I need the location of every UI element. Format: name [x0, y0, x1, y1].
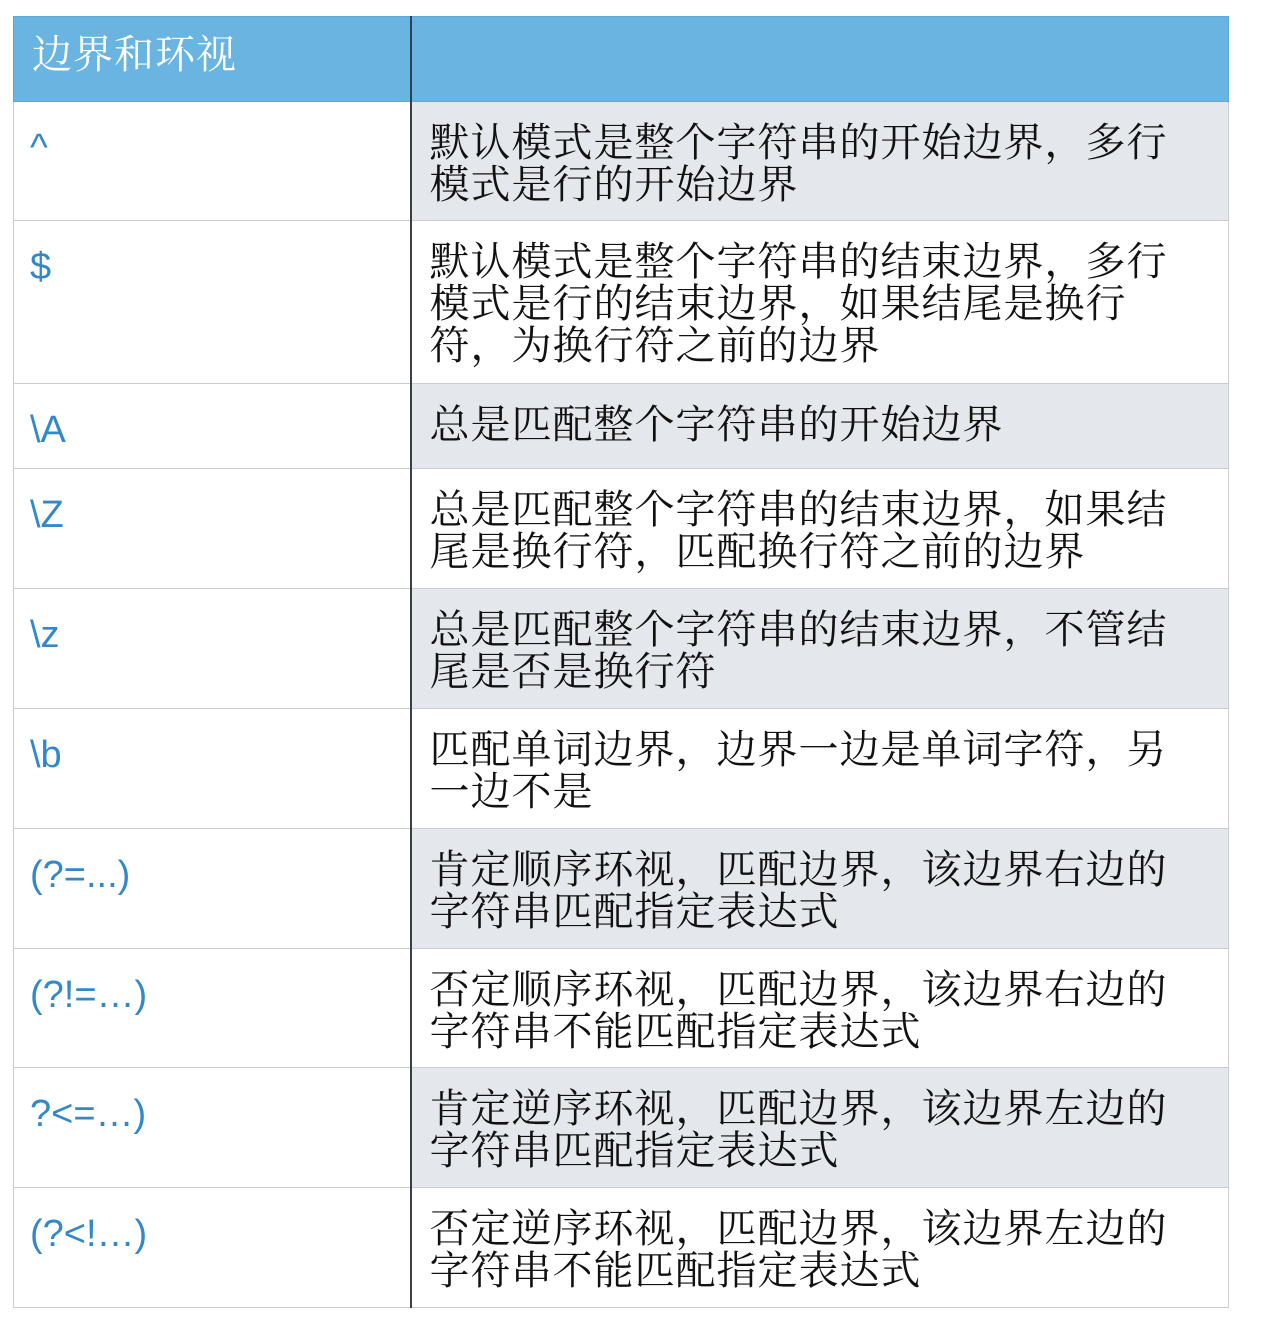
- header-cell-empty: [411, 17, 1229, 102]
- symbol-cell: [14, 949, 411, 1068]
- table-row: [14, 102, 1229, 221]
- symbol-text: \Z: [30, 494, 64, 536]
- table-row: [14, 949, 1229, 1068]
- description-text: 肯定顺序环视，匹配边界，该边界右边的字符串匹配指定表达式: [429, 847, 1168, 935]
- table-row: [14, 221, 1229, 384]
- description-cell: [411, 221, 1229, 384]
- description-text: 总是匹配整个字符串的结束边界，不管结尾是否是换行符: [429, 607, 1168, 695]
- symbol-text: \A: [30, 409, 66, 451]
- symbol-text: (?!=…): [30, 974, 148, 1016]
- symbol-cell: [14, 102, 411, 221]
- description-text: 默认模式是整个字符串的开始边界，多行模式是行的开始边界: [429, 120, 1168, 208]
- description-text: 否定顺序环视，匹配边界，该边界右边的字符串不能匹配指定表达式: [429, 967, 1168, 1055]
- description-cell: [411, 1188, 1229, 1308]
- table-title: 边界和环视: [32, 32, 237, 78]
- description-text: 肯定逆序环视，匹配边界，该边界左边的字符串匹配指定表达式: [429, 1086, 1168, 1174]
- table-row: [14, 589, 1229, 709]
- regex-boundary-table: [13, 16, 1229, 1308]
- description-text: 总是匹配整个字符串的开始边界: [429, 402, 1004, 448]
- description-cell: [411, 949, 1229, 1068]
- table-row: [14, 1188, 1229, 1308]
- table-row: [14, 709, 1229, 829]
- description-cell: [411, 102, 1229, 221]
- table-row: [14, 384, 1229, 469]
- description-cell: [411, 469, 1229, 589]
- description-cell: [411, 709, 1229, 829]
- header-cell-title: [14, 17, 411, 102]
- description-text: 否定逆序环视，匹配边界，该边界左边的字符串不能匹配指定表达式: [429, 1206, 1168, 1294]
- symbol-cell: [14, 709, 411, 829]
- table-row: [14, 469, 1229, 589]
- symbol-cell: [14, 221, 411, 384]
- description-cell: [411, 384, 1229, 469]
- table-header-row: [14, 17, 1229, 102]
- symbol-cell: [14, 1188, 411, 1308]
- table-row: [14, 1068, 1229, 1188]
- symbol-text: (?<!…): [30, 1213, 148, 1255]
- symbol-cell: [14, 384, 411, 469]
- symbol-text: \z: [30, 614, 60, 656]
- description-cell: [411, 1068, 1229, 1188]
- description-cell: [411, 589, 1229, 709]
- symbol-cell: [14, 589, 411, 709]
- symbol-text: \b: [30, 734, 62, 776]
- symbol-text: ^: [30, 127, 48, 169]
- table-row: [14, 829, 1229, 949]
- symbol-cell: [14, 1068, 411, 1188]
- symbol-text: ?<=…): [30, 1093, 147, 1135]
- symbol-text: $: [30, 246, 52, 288]
- description-text: 匹配单词边界，边界一边是单词字符，另一边不是: [429, 727, 1168, 815]
- description-cell: [411, 829, 1229, 949]
- description-text: 默认模式是整个字符串的结束边界，多行模式是行的结束边界，如果结尾是换行符，为换行符之前的边界: [429, 239, 1168, 369]
- symbol-cell: [14, 469, 411, 589]
- description-text: 总是匹配整个字符串的结束边界，如果结尾是换行符，匹配换行符之前的边界: [429, 487, 1168, 575]
- symbol-cell: [14, 829, 411, 949]
- symbol-text: (?=...): [30, 854, 131, 896]
